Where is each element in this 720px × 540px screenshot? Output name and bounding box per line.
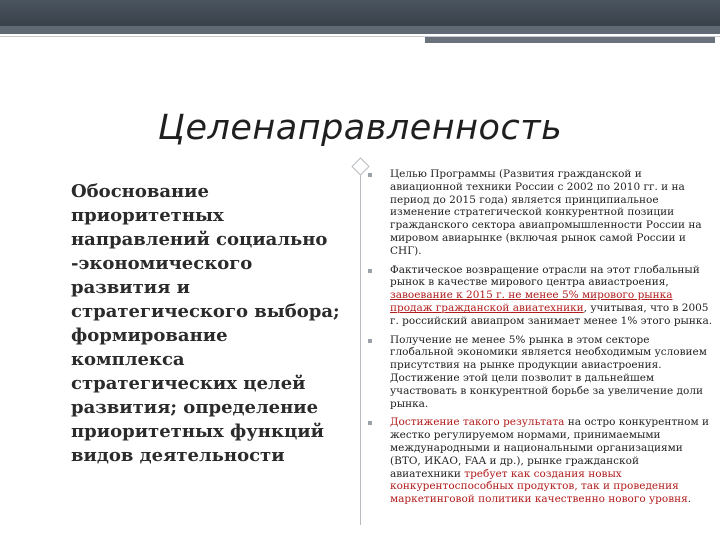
bullet-line: Получение не менее 5% рынка в этом секторе [390,333,650,346]
left-line: приоритетных функций [71,421,324,442]
bullet-line: жестко регулируемом нормами, принимаемыми [390,429,661,442]
bullet-line: Достижение этой цели позволит в дальнейшем [390,371,655,384]
left-line: развития; определение [71,397,319,418]
bullet-line-rest: , учитывая, что в 2005 [583,301,709,314]
bullet-line: международными и национальными организациями [390,441,683,454]
left-line: Обоснование [71,181,209,202]
bullet-square-icon [368,339,372,343]
bullet-square-icon [368,173,372,177]
bullet-line [390,302,708,315]
bullet-line: глобальной экономики является необходимым условием [390,346,707,359]
top-bar-accent [0,26,720,34]
left-line: -экономического [71,253,253,274]
bullet-item [368,263,713,328]
column-divider [360,170,361,525]
bullet-line: г. российский авиапром занимает менее 1% этого рынка. [390,314,713,327]
highlighted-line: конкурентоспособных продуктов, так и проведения [390,480,679,493]
bullet-line: Целью Программы (Развития гражданской и [390,168,642,180]
bullet-line: (ВТО, ИКАО, FAA и др.), рынке гражданской [390,454,639,467]
bullet-square-icon [368,421,372,425]
left-line: видов деятельности [71,445,285,466]
left-line: направлений социально [71,229,328,250]
slide-title: Целенаправленность [157,108,563,148]
bullet-item [368,334,708,411]
bullet-line: изменение стратегической конкурентной позиции [390,206,675,219]
bullet-line [390,493,708,506]
divider-diamond-icon [351,157,369,175]
bullet-line: рынок в качестве мирового центра авиастроения, [390,276,669,289]
highlighted-line: завоевание к 2015 г. не менее 5% мирового рынка [390,289,673,302]
bullet-line: Фактическое возвращение отрасли на этот глобальный [390,263,700,276]
bullet-line: СНГ). [390,244,422,257]
bullet-list [368,168,713,506]
bullet-line: авиационной техники России с 2002 по 2010 гг. и на [390,180,685,193]
bullet-line: присутствия на рынке продукции авиастроения. [390,359,662,372]
bullet-line-start: авиатехники [390,467,465,480]
left-line: стратегического выбора; [71,301,340,322]
left-column-text [71,180,356,468]
highlighted-phrase: маркетинговой политики качественно нового уровня [390,493,688,506]
bullet-line: гражданского сектора авиапромышленности России на [390,219,702,232]
bullet-line [390,416,708,429]
top-right-strip [425,37,715,43]
highlighted-phrase: требует как создания новых [464,467,622,480]
left-line: стратегических целей [71,373,306,394]
left-line: развития и [71,277,191,298]
bullet-line [390,468,708,481]
bullet-line: мировом авиарынке (включая рынок самой России и [390,231,686,244]
bullet-line: период до 2015 года) является принципиальное [390,193,659,206]
bullet-item [368,416,708,506]
bullet-square-icon [368,269,372,273]
highlighted-phrase: продаж гражданской авиатехники [390,301,584,314]
top-bar [0,0,720,26]
left-line: приоритетных [71,205,224,226]
bullet-line: участвовать в конкурентной борьбе за увеличение доли [390,384,704,397]
bullet-line-rest: на остро конкурентном и [564,416,709,429]
bullet-item [368,168,708,258]
highlighted-phrase: Достижение такого результата [390,416,565,429]
left-line: формирование [71,325,228,346]
bullet-line-end: . [687,493,692,506]
left-line: комплекса [71,349,185,370]
bullet-line: рынка. [390,397,429,410]
